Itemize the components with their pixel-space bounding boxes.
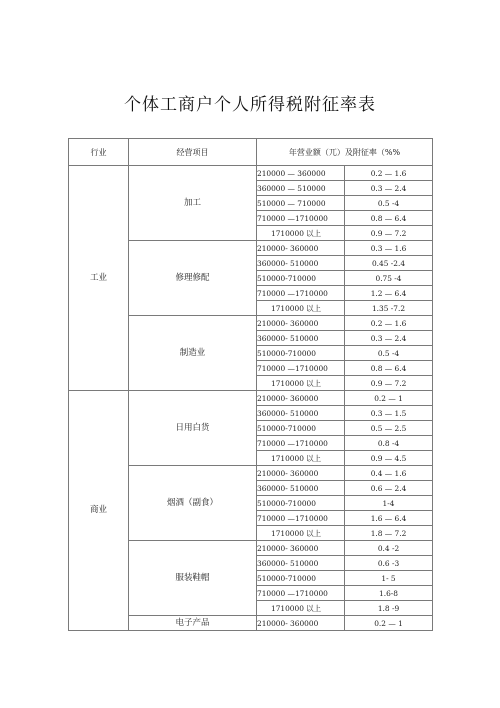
rate-cell: 1.2 — 6.4 — [345, 286, 433, 301]
revenue-range-cell: 510000 — 710000 — [257, 196, 345, 211]
rate-cell: 0.9 — 7.2 — [345, 226, 433, 241]
rate-cell: 1-4 — [345, 496, 433, 511]
rate-cell: 0.4 -2 — [345, 541, 433, 556]
revenue-range-cell: 210000- 360000 — [257, 616, 345, 631]
rate-cell: 1.6-8 — [345, 586, 433, 601]
revenue-range-cell: 210000- 360000 — [257, 241, 345, 256]
revenue-range-cell: 360000- 510000 — [257, 406, 345, 421]
rate-cell: 0.3 — 1.5 — [345, 406, 433, 421]
rate-cell: 0.3 — 1.6 — [345, 241, 433, 256]
revenue-range-cell: 510000-710000 — [257, 571, 345, 586]
rate-cell: 0.45 -2.4 — [345, 256, 433, 271]
revenue-range-cell: 210000- 360000 — [257, 316, 345, 331]
revenue-range-cell: 510000-710000 — [257, 496, 345, 511]
rate-cell: 0.6 — 2.4 — [345, 481, 433, 496]
page-title: 个体工商户个人所得税附征率表 — [124, 95, 376, 115]
industry-cell: 工业 — [69, 166, 129, 391]
table-row — [69, 391, 433, 406]
item-cell: 烟酒（副食） — [129, 466, 257, 541]
item-cell: 制造业 — [129, 316, 257, 391]
revenue-range-cell: 360000- 510000 — [257, 556, 345, 571]
revenue-range-cell: 510000-710000 — [257, 271, 345, 286]
table-row — [69, 166, 433, 181]
revenue-range-cell: 510000-710000 — [257, 346, 345, 361]
industry-cell: 商业 — [69, 391, 129, 631]
rate-cell: 0.5 -4 — [345, 196, 433, 211]
rate-cell: 1.35 -7.2 — [345, 301, 433, 316]
rate-cell: 0.5 -4 — [345, 346, 433, 361]
revenue-range-cell: 360000 — 510000 — [257, 181, 345, 196]
item-cell: 修理修配 — [129, 241, 257, 316]
rate-cell: 0.2 — 1 — [345, 616, 433, 631]
item-cell: 服装鞋帽 — [129, 541, 257, 616]
rate-cell: 0.8 -4 — [345, 436, 433, 451]
rate-cell: 0.9 — 7.2 — [345, 376, 433, 391]
revenue-range-cell: 360000- 510000 — [257, 481, 345, 496]
revenue-range-cell: 210000- 360000 — [257, 541, 345, 556]
revenue-range-cell: 1710000 以上 — [257, 376, 345, 391]
revenue-range-cell: 1710000 以上 — [257, 451, 345, 466]
item-cell: 日用白货 — [129, 391, 257, 466]
revenue-range-cell: 710000 —1710000 — [257, 361, 345, 376]
header-industry: 行业 — [69, 139, 129, 166]
rate-cell: 1.8 — 7.2 — [345, 526, 433, 541]
revenue-range-cell: 210000 — 360000 — [257, 166, 345, 181]
rate-cell: 0.9 — 4.5 — [345, 451, 433, 466]
rate-cell: 0.3 — 2.4 — [345, 181, 433, 196]
item-cell: 加工 — [129, 166, 257, 241]
revenue-range-cell: 1710000 以上 — [257, 226, 345, 241]
rate-cell: 0.2 — 1 — [345, 391, 433, 406]
header-rate: 年营业额（兀）及附征率（%% — [257, 139, 433, 166]
rate-cell: 1.6 — 6.4 — [345, 511, 433, 526]
revenue-range-cell: 1710000 以上 — [257, 526, 345, 541]
rate-cell: 0.6 -3 — [345, 556, 433, 571]
rate-cell: 0.5 — 2.5 — [345, 421, 433, 436]
tax-rate-table — [68, 138, 433, 631]
revenue-range-cell: 710000 —1710000 — [257, 436, 345, 451]
header-row — [69, 139, 433, 166]
revenue-range-cell: 210000- 360000 — [257, 391, 345, 406]
revenue-range-cell: 210000- 360000 — [257, 466, 345, 481]
header-item: 经营项目 — [129, 139, 257, 166]
revenue-range-cell: 510000-710000 — [257, 421, 345, 436]
rate-cell: 0.75 -4 — [345, 271, 433, 286]
rate-cell: 0.4 — 1.6 — [345, 466, 433, 481]
rate-cell: 0.8 — 6.4 — [345, 211, 433, 226]
revenue-range-cell: 710000 —1710000 — [257, 586, 345, 601]
rate-cell: 0.3 — 2.4 — [345, 331, 433, 346]
revenue-range-cell: 360000- 510000 — [257, 256, 345, 271]
rate-cell: 0.2 — 1.6 — [345, 166, 433, 181]
revenue-range-cell: 710000 —1710000 — [257, 286, 345, 301]
revenue-range-cell: 1710000 以上 — [257, 601, 345, 616]
rate-cell: 1.8 -9 — [345, 601, 433, 616]
rate-cell: 0.8 — 6.4 — [345, 361, 433, 376]
rate-cell: 0.2 — 1.6 — [345, 316, 433, 331]
revenue-range-cell: 360000- 510000 — [257, 331, 345, 346]
revenue-range-cell: 710000 —1710000 — [257, 211, 345, 226]
revenue-range-cell: 710000 —1710000 — [257, 511, 345, 526]
item-cell: 电子产品 — [129, 616, 257, 631]
revenue-range-cell: 1710000 以上 — [257, 301, 345, 316]
rate-cell: 1- 5 — [345, 571, 433, 586]
